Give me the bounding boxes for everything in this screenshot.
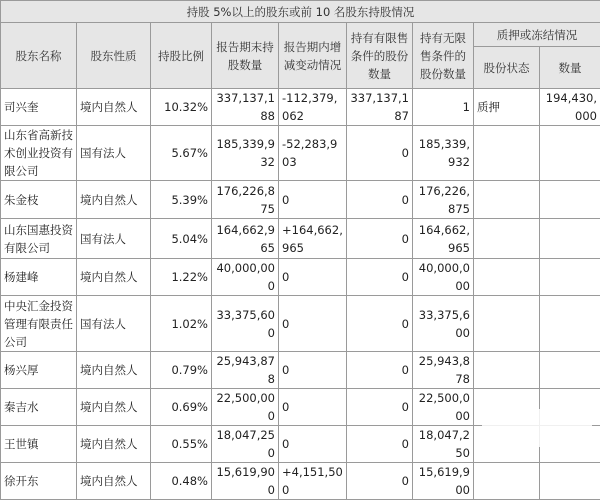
cell-unrestricted: 33,375,600 xyxy=(413,296,474,352)
cell-unrestricted: 25,943,878 xyxy=(413,352,474,389)
cell-pledge-qty xyxy=(540,219,600,259)
cell-end-shares: 15,619,900 xyxy=(212,463,279,500)
cell-restricted: 0 xyxy=(347,463,413,500)
cell-pledge-status: 质押 xyxy=(474,89,540,126)
cell-ratio: 10.32% xyxy=(151,89,212,126)
cell-restricted: 0 xyxy=(347,181,413,219)
header-pledge-qty: 数量 xyxy=(540,47,600,89)
cell-restricted: 337,137,187 xyxy=(347,89,413,126)
cell-nature: 国有法人 xyxy=(77,219,151,259)
cell-unrestricted: 164,662,965 xyxy=(413,219,474,259)
table-row xyxy=(1,126,600,181)
cell-pledge-qty xyxy=(540,296,600,352)
cell-name: 朱金枝 xyxy=(1,181,77,219)
table-title: 持股 5%以上的股东或前 10 名股东持股情况 xyxy=(1,1,600,23)
cell-pledge-status xyxy=(474,259,540,296)
header-change: 报告期内增减变动情况 xyxy=(279,23,347,89)
cell-change: 0 xyxy=(279,259,347,296)
cell-change: -112,379,062 xyxy=(279,89,347,126)
cell-nature: 境内自然人 xyxy=(77,463,151,500)
cell-end-shares: 176,226,875 xyxy=(212,181,279,219)
cell-end-shares: 185,339,932 xyxy=(212,126,279,181)
table-row xyxy=(1,296,600,352)
cell-name: 山东国惠投资有限公司 xyxy=(1,219,77,259)
cell-name: 王世镇 xyxy=(1,426,77,463)
table-row xyxy=(1,89,600,126)
cell-pledge-status xyxy=(474,181,540,219)
cell-name: 山东省高新技术创业投资有限公司 xyxy=(1,126,77,181)
cell-pledge-status xyxy=(474,126,540,181)
header-name: 股东名称 xyxy=(1,23,77,89)
cell-end-shares: 33,375,600 xyxy=(212,296,279,352)
cell-name: 徐开东 xyxy=(1,463,77,500)
cell-restricted: 0 xyxy=(347,426,413,463)
cell-ratio: 5.67% xyxy=(151,126,212,181)
cell-pledge-qty: 194,430,000 xyxy=(540,89,600,126)
cell-end-shares: 40,000,000 xyxy=(212,259,279,296)
cell-unrestricted: 15,619,900 xyxy=(413,463,474,500)
cell-restricted: 0 xyxy=(347,389,413,426)
cell-unrestricted: 18,047,250 xyxy=(413,426,474,463)
cell-name: 杨建峰 xyxy=(1,259,77,296)
cell-nature: 境内自然人 xyxy=(77,259,151,296)
table-row xyxy=(1,352,600,389)
cell-nature: 境内自然人 xyxy=(77,389,151,426)
header-pledge-status: 股份状态 xyxy=(474,47,540,89)
cell-change: +164,662,965 xyxy=(279,219,347,259)
cell-change: 0 xyxy=(279,181,347,219)
cell-change: 0 xyxy=(279,389,347,426)
header-nature: 股东性质 xyxy=(77,23,151,89)
cell-ratio: 1.02% xyxy=(151,296,212,352)
cell-ratio: 5.39% xyxy=(151,181,212,219)
table-row xyxy=(1,259,600,296)
cell-change: -52,283,903 xyxy=(279,126,347,181)
cell-nature: 境内自然人 xyxy=(77,426,151,463)
cell-name: 中央汇金投资管理有限责任公司 xyxy=(1,296,77,352)
cell-unrestricted: 1 xyxy=(413,89,474,126)
cell-restricted: 0 xyxy=(347,296,413,352)
cell-nature: 境内自然人 xyxy=(77,352,151,389)
cell-unrestricted: 40,000,000 xyxy=(413,259,474,296)
cell-ratio: 0.69% xyxy=(151,389,212,426)
cell-pledge-qty xyxy=(540,463,600,500)
table-row xyxy=(1,463,600,500)
cell-name: 司兴奎 xyxy=(1,89,77,126)
table-row xyxy=(1,181,600,219)
header-ratio: 持股比例 xyxy=(151,23,212,89)
cell-ratio: 0.48% xyxy=(151,463,212,500)
cell-pledge-qty xyxy=(540,352,600,389)
cell-unrestricted: 185,339,932 xyxy=(413,126,474,181)
cell-pledge-status xyxy=(474,352,540,389)
cell-restricted: 0 xyxy=(347,126,413,181)
cell-end-shares: 18,047,250 xyxy=(212,426,279,463)
cell-change: 0 xyxy=(279,296,347,352)
cell-ratio: 0.55% xyxy=(151,426,212,463)
cell-change: 0 xyxy=(279,352,347,389)
cell-end-shares: 25,943,878 xyxy=(212,352,279,389)
cell-restricted: 0 xyxy=(347,259,413,296)
cell-name: 杨兴厚 xyxy=(1,352,77,389)
cell-nature: 国有法人 xyxy=(77,126,151,181)
cell-ratio: 1.22% xyxy=(151,259,212,296)
cell-pledge-qty xyxy=(540,181,600,219)
header-pledge: 质押或冻结情况 xyxy=(474,23,600,47)
cell-pledge-status xyxy=(474,219,540,259)
cell-unrestricted: 176,226,875 xyxy=(413,181,474,219)
cell-change: 0 xyxy=(279,426,347,463)
cell-end-shares: 22,500,000 xyxy=(212,389,279,426)
cell-pledge-qty xyxy=(540,126,600,181)
cell-restricted: 0 xyxy=(347,219,413,259)
cell-ratio: 5.04% xyxy=(151,219,212,259)
cell-name: 秦吉水 xyxy=(1,389,77,426)
cell-nature: 国有法人 xyxy=(77,296,151,352)
cell-nature: 境内自然人 xyxy=(77,181,151,219)
cell-pledge-status xyxy=(474,463,540,500)
table-row xyxy=(1,219,600,259)
cell-nature: 境内自然人 xyxy=(77,89,151,126)
cell-change: +4,151,500 xyxy=(279,463,347,500)
cell-ratio: 0.79% xyxy=(151,352,212,389)
cell-end-shares: 164,662,965 xyxy=(212,219,279,259)
header-restricted: 持有有限售条件的股份数量 xyxy=(347,23,413,89)
header-end-shares: 报告期末持股数量 xyxy=(212,23,279,89)
watermark-mask xyxy=(482,409,592,447)
cell-unrestricted: 22,500,000 xyxy=(413,389,474,426)
header-unrestricted: 持有无限售条件的股份数量 xyxy=(413,23,474,89)
cell-restricted: 0 xyxy=(347,352,413,389)
cell-pledge-qty xyxy=(540,259,600,296)
cell-end-shares: 337,137,188 xyxy=(212,89,279,126)
cell-pledge-status xyxy=(474,296,540,352)
